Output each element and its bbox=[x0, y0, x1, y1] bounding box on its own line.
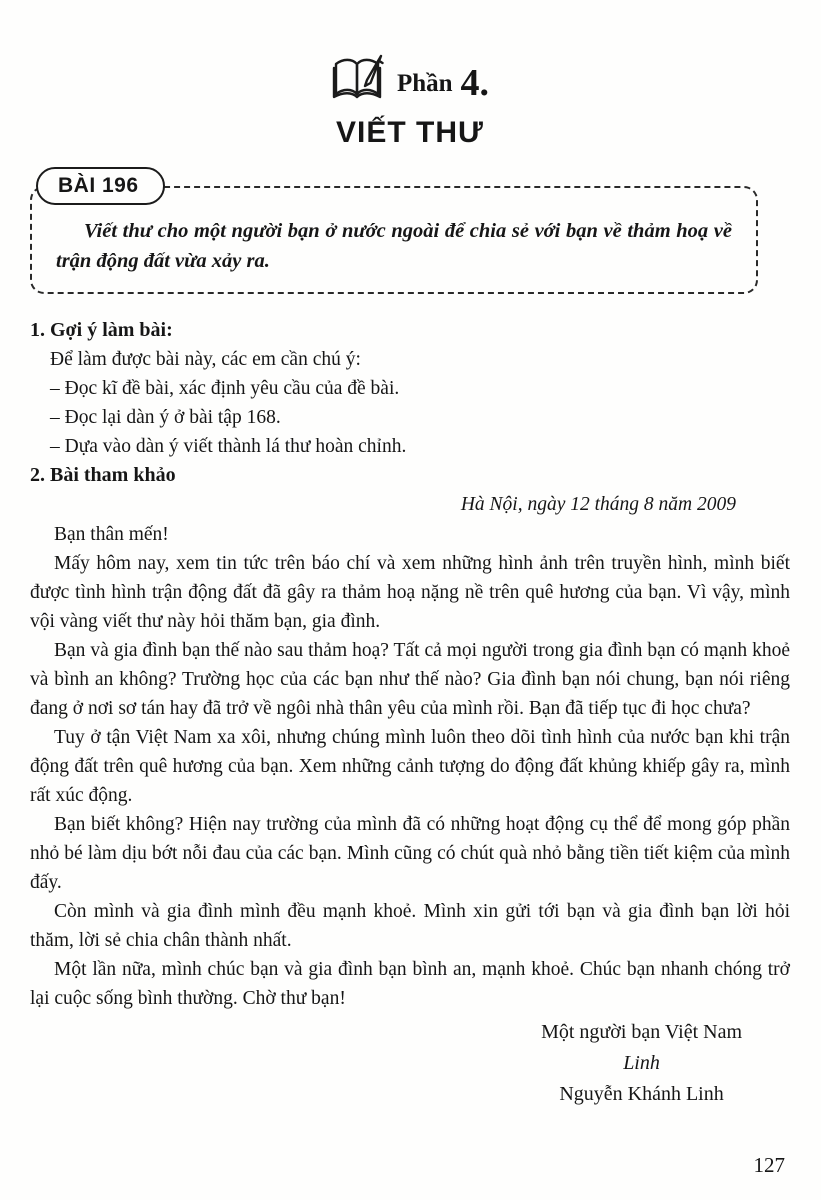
letter-signoff: Một người bạn Việt Nam bbox=[541, 1021, 742, 1043]
signature-block bbox=[541, 1017, 742, 1110]
letter-paragraph: Tuy ở tận Việt Nam xa xôi, nhưng chúng mình luôn theo dõi tình hình của nước bạn khi trận động đất trên quê hương của bạn. Xem những cảnh tượng do động đất khủng khiếp gây ra, mình rất xúc động. bbox=[30, 727, 790, 806]
guide-item: – Đọc kĩ đề bài, xác định yêu cầu của đề bài. bbox=[50, 378, 400, 399]
part-number: 4. bbox=[460, 62, 490, 104]
part-label: Phần bbox=[396, 70, 453, 97]
page-title: VIẾT THƯ bbox=[336, 116, 484, 149]
guide-intro: Để làm được bài này, các em cần chú ý: bbox=[50, 349, 361, 370]
lesson-badge: BÀI 196 bbox=[36, 167, 165, 205]
page-number: 127 bbox=[753, 1153, 785, 1177]
lesson-prompt-text: Viết thư cho một người bạn ở nước ngoài để chia sẻ với bạn về thảm hoạ về trận động đất vừa xảy ra. bbox=[56, 220, 732, 272]
letter-paragraph: Bạn và gia đình bạn thế nào sau thảm hoạ? Tất cả mọi người trong gia đình bạn có mạnh khoẻ và bình an không? Trường học của các bạn như thế nào? Gia đình bạn nói chung, bạn nói riêng đang ở nơi sơ tán hay đã trở về ngôi nhà thân yêu của mình rồi. Bạn đã tiếp tục đi học chưa? bbox=[30, 640, 790, 719]
signature-handwritten: Linh bbox=[623, 1052, 660, 1074]
letter-paragraph: Mấy hôm nay, xem tin tức trên báo chí và xem những hình ảnh trên truyền hình, mình biết được tình hình trận động đất đã gây ra thảm hoạ nặng nề trên quê hương của bạn. Vì vậy, mình vội vàng viết thư này hỏi thăm bạn, gia đình. bbox=[30, 553, 790, 632]
guide-heading: 1. Gợi ý làm bài: bbox=[30, 319, 173, 341]
letter-paragraph: Một lần nữa, mình chúc bạn và gia đình bạn bình an, mạnh khoẻ. Chúc bạn nhanh chóng trở lại cuộc sống bình thường. Chờ thư bạn! bbox=[30, 959, 790, 1009]
letter-paragraph: Còn mình và gia đình mình đều mạnh khoẻ. Mình xin gửi tới bạn và gia đình bạn lời hỏi thăm, lời sẻ chia chân thành nhất. bbox=[30, 901, 790, 951]
guide-item: – Đọc lại dàn ý ở bài tập 168. bbox=[50, 407, 281, 428]
part-header bbox=[30, 54, 790, 102]
letter-salutation: Bạn thân mến! bbox=[54, 524, 169, 545]
signature-name: Nguyễn Khánh Linh bbox=[559, 1083, 724, 1105]
guide-item: – Dựa vào dàn ý viết thành lá thư hoàn chỉnh. bbox=[50, 436, 407, 457]
book-pencil-icon bbox=[331, 54, 385, 102]
letter-dateline: Hà Nội, ngày 12 tháng 8 năm 2009 bbox=[460, 494, 736, 515]
sample-heading: 2. Bài tham khảo bbox=[30, 464, 176, 486]
letter-paragraph: Bạn biết không? Hiện nay trường của mình đã có những hoạt động cụ thể để mong góp phần nhỏ bé làm dịu bớt nỗi đau của các bạn. Mình cũng có chút quà nhỏ bằng tiền tiết kiệm của mình đấy. bbox=[30, 814, 790, 893]
page-content bbox=[30, 316, 790, 1110]
lesson-prompt-box bbox=[30, 174, 758, 294]
